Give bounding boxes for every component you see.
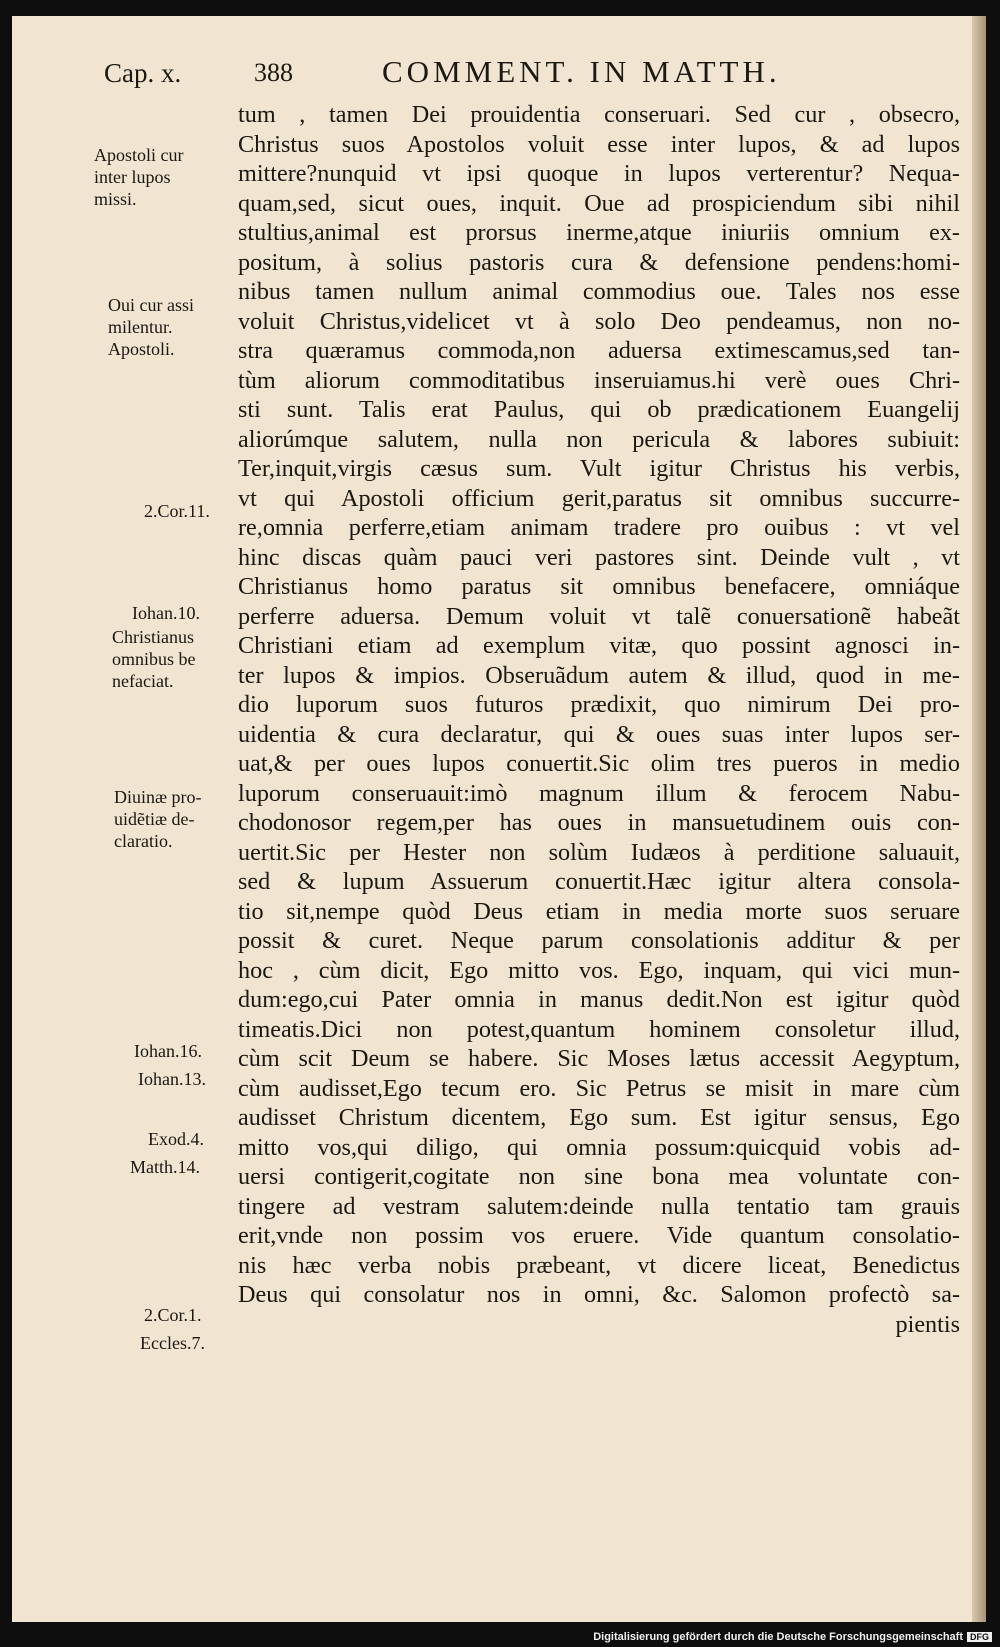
margin-note-iohan10: Iohan.10. (132, 603, 200, 623)
text-line: uat,& per oues lupos conuertit.Sic olim tres pueros in medio (238, 750, 960, 777)
margin-note-line: Oui cur assi (108, 295, 194, 315)
text-line: re,omnia perferre,etiam animam tradere pro ouibus : vt vel (238, 514, 960, 541)
text-line: tum , tamen Dei prouidentia conseruari. Sed cur , obsecro, (238, 101, 960, 128)
margin-note-line: Apostoli cur (94, 145, 184, 165)
text-line: dum:ego,cui Pater omnia in manus dedit.Non est igitur quòd (238, 986, 960, 1013)
margin-note-exod4: Exod.4. (148, 1129, 204, 1149)
text-line: Christianus homo paratus sit omnibus benefacere, omniáque (238, 573, 960, 600)
text-line: Christus suos Apostolos voluit esse inter lupos, & ad lupos (238, 130, 960, 158)
page-header (12, 54, 986, 104)
margin-note-line: Apostoli. (108, 339, 175, 359)
margin-note-line: milentur. (108, 317, 173, 337)
text-line: tùm aliorum commoditatibus inseruiamus.hi verè oues Chri- (238, 366, 960, 394)
text-line: vt qui Apostoli officium gerit,paratus sit omnibus succurre- (238, 484, 960, 512)
text-line: mitto vos,qui diligo, qui omnia possum:quicquid vobis ad- (238, 1133, 960, 1161)
margin-note-line: omnibus be (112, 649, 196, 669)
text-line: cùm audisset,Ego tecum ero. Sic Petrus se misit in mare cùm (238, 1074, 960, 1102)
dfg-logo: DFG (967, 1632, 992, 1642)
text-line: nis hæc verba nobis præbeant, vt dicere liceat, Benedictus (238, 1251, 960, 1279)
text-line: Deus qui consolatur nos in omni, &c. Salomon profectò sa- (238, 1281, 960, 1308)
margin-note-line: inter lupos (94, 167, 171, 187)
text-line: possit & curet. Neque parum consolationis additur & per (238, 927, 960, 954)
text-line: audisset Christum dicentem, Ego sum. Est igitur sensus, Ego (238, 1104, 960, 1131)
text-line: ter lupos & impios. Obseruãdum autem & illud, quod in me- (238, 661, 960, 689)
credit-text: Digitalisierung gefördert durch die Deutsche Forschungsgemeinschaft (593, 1631, 963, 1643)
text-line: cùm scit Deum se habere. Sic Moses lætus accessit Aegyptum, (238, 1045, 960, 1072)
text-line: tio sit,nempe quòd Deus etiam in media morte suos seruare (238, 897, 960, 925)
running-title: COMMENT. IN MATTH. (382, 54, 781, 89)
catchword: pientis (895, 1310, 960, 1338)
text-line: uersi contigerit,cogitate non sine bona mea voluntate con- (238, 1163, 960, 1190)
margin-note-line: Diuinæ pro- (114, 787, 202, 807)
text-line: mittere?nunquid vt ipsi quoque in lupos verterentur? Nequa- (238, 160, 960, 187)
margin-note-cor1: 2.Cor.1. (144, 1305, 202, 1325)
text-line: tingere ad vestram salutem:deinde nulla tentatio tam grauis (238, 1192, 960, 1220)
margin-note-iohan16: Iohan.16. (134, 1041, 202, 1061)
text-line: chodonosor regem,per has oues in mansuetudinem ouis con- (238, 809, 960, 836)
text-line: nibus tamen nullum animal commodius oue. Tales nos esse (238, 278, 960, 305)
text-line: Ter,inquit,virgis cæsus sum. Vult igitur Christus his verbis, (238, 455, 960, 482)
page-edge-shadow (972, 16, 986, 1622)
margin-note-diuinae (114, 786, 202, 852)
margin-note-line: missi. (94, 189, 137, 209)
text-line: uertit.Sic per Hester non solùm Iudæos à perditione saluauit, (238, 838, 960, 866)
text-line: uidentia & cura declaratur, qui & oues suas inter lupos ser- (238, 720, 960, 748)
digitization-credit (593, 1631, 992, 1643)
margin-note-apostoli (94, 144, 184, 210)
text-line: erit,vnde non possim vos eruere. Vide quantum consolatio- (238, 1222, 960, 1249)
text-line: luporum conseruauit:imò magnum illum & ferocem Nabu- (238, 779, 960, 807)
book-page (12, 16, 986, 1622)
text-line: perferre aduersa. Demum voluit vt talẽ conuersationẽ habeãt (238, 602, 960, 630)
margin-note-iohan13: Iohan.13. (138, 1069, 206, 1089)
margin-note-cor11: 2.Cor.11. (144, 501, 210, 521)
margin-note-eccles7: Eccles.7. (140, 1333, 205, 1353)
margin-note-line: Christianus (112, 627, 195, 647)
text-line: hoc , cùm dicit, Ego mitto vos. Ego, inquam, qui vici mun- (238, 956, 960, 984)
chapter-label: Cap. x. (104, 58, 182, 88)
text-line: timeatis.Dici non potest,quantum hominem consoletur illud, (238, 1015, 960, 1043)
text-line: Christiani etiam ad exemplum vitæ, quo possint agnosci in- (238, 632, 960, 659)
text-line: stultius,animal est prorsus inerme,atque iniuriis omnium ex- (238, 219, 960, 246)
margin-note-line: claratio. (114, 831, 173, 851)
text-line: sed & lupum Assuerum conuertit.Hæc igitur altera consola- (238, 868, 960, 895)
text-line: sti sunt. Talis erat Paulus, qui ob prædicationem Euangelij (238, 396, 960, 423)
text-line: hinc discas quàm pauci veri pastores sint. Deinde vult , vt (238, 543, 960, 571)
margin-note-matth14: Matth.14. (130, 1157, 200, 1177)
text-line: aliorúmque salutem, nulla non pericula & labores subiuit: (238, 425, 960, 453)
text-line: quam,sed, sicut oues, inquit. Oue ad prospiciendum sibi nihil (238, 189, 960, 217)
margin-note-line: uidẽtiæ de- (114, 809, 195, 829)
margin-note-christianus (112, 626, 196, 692)
margin-note-line: nefaciat. (112, 671, 174, 691)
text-line: dio luporum suos futuros prædixit, quo nimirum Dei pro- (238, 691, 960, 718)
text-line: stra quæramus commoda,non aduersa extimescamus,sed tan- (238, 337, 960, 364)
text-line: positum, à solius pastoris cura & defensione pendens:homi- (238, 248, 960, 276)
body-text (238, 100, 960, 1339)
margin-note-oui (108, 294, 194, 360)
text-line: voluit Christus,videlicet vt à solo Deo pendeamus, non no- (238, 307, 960, 335)
page-number: 388 (254, 58, 293, 87)
